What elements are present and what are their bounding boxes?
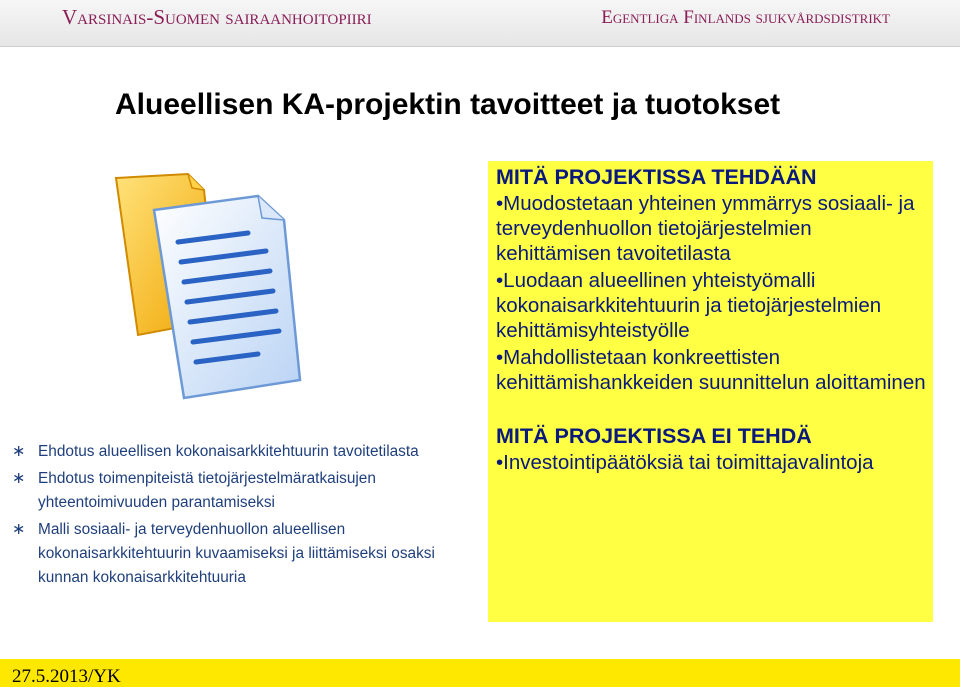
organization-name-fi: Varsinais-Suomen sairaanhoitopiiri xyxy=(62,5,372,29)
asterisk-bullet-icon: ∗ xyxy=(12,443,26,460)
scope-heading-dont: MITÄ PROJEKTISSA EI TEHDÄ xyxy=(496,424,812,448)
scope-item: •Muodostetaan yhteinen ymmärrys sosiaali- ja terveydenhuollon tietojärjestelmien kehittämisen tavoitetilasta xyxy=(496,192,915,265)
list-item-text: Malli sosiaali- ja terveydenhuollon alueellisen kokonaisarkkitehtuurin kuvaamiseksi ja liittämiseksi osaksi kunnan kokonaisarkkitehtuuria xyxy=(38,521,435,586)
footer-date: 27.5.2013/YK xyxy=(12,666,121,687)
spacer xyxy=(496,397,926,422)
scope-item: •Luodaan alueellinen yhteistyömalli kokonaisarkkitehtuurin ja tietojärjestelmien kehittämisyhteistyölle xyxy=(496,269,882,342)
list-item-text: Ehdotus alueellisen kokonaisarkkitehtuurin tavoitetilasta xyxy=(38,443,419,460)
scope-item: •Investointipäätöksiä tai toimittajavalintoja xyxy=(496,451,874,474)
list-item-text: Ehdotus toimenpiteistä tietojärjestelmäratkaisujen yhteentoimivuuden parantamiseksi xyxy=(38,470,376,511)
organization-name-sv: Egentliga Finlands sjukvårdsdistrikt xyxy=(601,7,890,28)
page-title: Alueellisen KA-projektin tavoitteet ja tuotokset xyxy=(115,88,781,121)
project-scope-box xyxy=(488,161,933,622)
header-bar xyxy=(0,0,960,47)
asterisk-bullet-icon: ∗ xyxy=(12,470,26,487)
documents-icon xyxy=(108,170,308,410)
list-item xyxy=(12,440,482,464)
footer-bar xyxy=(0,659,960,687)
left-bullet-list xyxy=(12,440,482,593)
asterisk-bullet-icon: ∗ xyxy=(12,521,26,538)
list-item xyxy=(12,518,482,590)
scope-heading-do: MITÄ PROJEKTISSA TEHDÄÄN xyxy=(496,165,817,189)
list-item xyxy=(12,467,482,515)
scope-item: •Mahdollistetaan konkreettisten kehittämishankkeiden suunnittelun aloittaminen xyxy=(496,346,926,394)
